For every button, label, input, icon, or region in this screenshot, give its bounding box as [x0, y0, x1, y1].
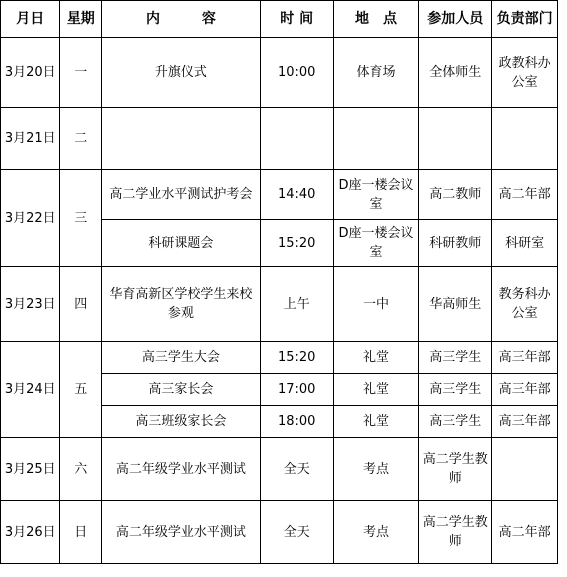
- people-cell: 高二学生教师: [419, 501, 492, 564]
- time-cell: 17:00: [260, 374, 333, 406]
- time-cell: 15:20: [260, 220, 333, 267]
- date-cell: 3月25日: [1, 438, 60, 501]
- weekday-cell: 日: [60, 501, 102, 564]
- content-cell: 高三班级家长会: [102, 406, 261, 438]
- date-cell: 3月24日: [1, 342, 60, 438]
- content-cell: 高三学生大会: [102, 342, 261, 374]
- time-cell: 18:00: [260, 406, 333, 438]
- people-cell: 高二教师: [419, 170, 492, 220]
- content-cell: 升旗仪式: [102, 38, 261, 108]
- content-cell: 高三家长会: [102, 374, 261, 406]
- header-people: 参加人员: [419, 1, 492, 38]
- place-cell: 考点: [333, 501, 419, 564]
- header-place: 地 点: [333, 1, 419, 38]
- header-time: 时 间: [260, 1, 333, 38]
- place-cell: 考点: [333, 438, 419, 501]
- time-cell: 全天: [260, 438, 333, 501]
- dept-cell: 高二年部: [492, 170, 558, 220]
- content-cell: 科研课题会: [102, 220, 261, 267]
- time-cell: [260, 108, 333, 170]
- table-row: [1, 501, 558, 564]
- content-cell: 华育高新区学校学生来校参观: [102, 267, 261, 342]
- place-cell: 一中: [333, 267, 419, 342]
- dept-cell: 高三年部: [492, 374, 558, 406]
- table-row: [1, 38, 558, 108]
- weekday-cell: 六: [60, 438, 102, 501]
- header-date: 月日: [1, 1, 60, 38]
- dept-cell: [492, 438, 558, 501]
- people-cell: [419, 108, 492, 170]
- weekday-cell: 一: [60, 38, 102, 108]
- header-weekday: 星期: [60, 1, 102, 38]
- people-cell: 高三学生: [419, 406, 492, 438]
- time-cell: 15:20: [260, 342, 333, 374]
- dept-cell: 高三年部: [492, 342, 558, 374]
- header-dept: 负责部门: [492, 1, 558, 38]
- dept-cell: 科研室: [492, 220, 558, 267]
- time-cell: 10:00: [260, 38, 333, 108]
- table-row: [1, 170, 558, 220]
- people-cell: 高二学生教师: [419, 438, 492, 501]
- weekday-cell: 三: [60, 170, 102, 267]
- time-cell: 全天: [260, 501, 333, 564]
- time-cell: 上午: [260, 267, 333, 342]
- content-cell: 高二年级学业水平测试: [102, 501, 261, 564]
- table-row: [1, 438, 558, 501]
- content-cell: 高二年级学业水平测试: [102, 438, 261, 501]
- table-row: [1, 108, 558, 170]
- place-cell: 礼堂: [333, 406, 419, 438]
- dept-cell: 政教科办公室: [492, 38, 558, 108]
- place-cell: 礼堂: [333, 342, 419, 374]
- place-cell: D座一楼会议室: [333, 220, 419, 267]
- date-cell: 3月20日: [1, 38, 60, 108]
- weekday-cell: 五: [60, 342, 102, 438]
- people-cell: 高三学生: [419, 374, 492, 406]
- people-cell: 华高师生: [419, 267, 492, 342]
- content-cell: 高二学业水平测试护考会: [102, 170, 261, 220]
- date-cell: 3月23日: [1, 267, 60, 342]
- place-cell: [333, 108, 419, 170]
- people-cell: 科研教师: [419, 220, 492, 267]
- dept-cell: [492, 108, 558, 170]
- table-row: [1, 342, 558, 374]
- time-cell: 14:40: [260, 170, 333, 220]
- header-row: [1, 1, 558, 38]
- place-cell: D座一楼会议室: [333, 170, 419, 220]
- header-content: 内 容: [102, 1, 261, 38]
- dept-cell: 教务科办公室: [492, 267, 558, 342]
- weekday-cell: 二: [60, 108, 102, 170]
- date-cell: 3月21日: [1, 108, 60, 170]
- dept-cell: 高三年部: [492, 406, 558, 438]
- date-cell: 3月22日: [1, 170, 60, 267]
- place-cell: 礼堂: [333, 374, 419, 406]
- date-cell: 3月26日: [1, 501, 60, 564]
- place-cell: 体育场: [333, 38, 419, 108]
- dept-cell: 高二年部: [492, 501, 558, 564]
- people-cell: 全体师生: [419, 38, 492, 108]
- table-row: [1, 267, 558, 342]
- weekday-cell: 四: [60, 267, 102, 342]
- content-cell: [102, 108, 261, 170]
- people-cell: 高三学生: [419, 342, 492, 374]
